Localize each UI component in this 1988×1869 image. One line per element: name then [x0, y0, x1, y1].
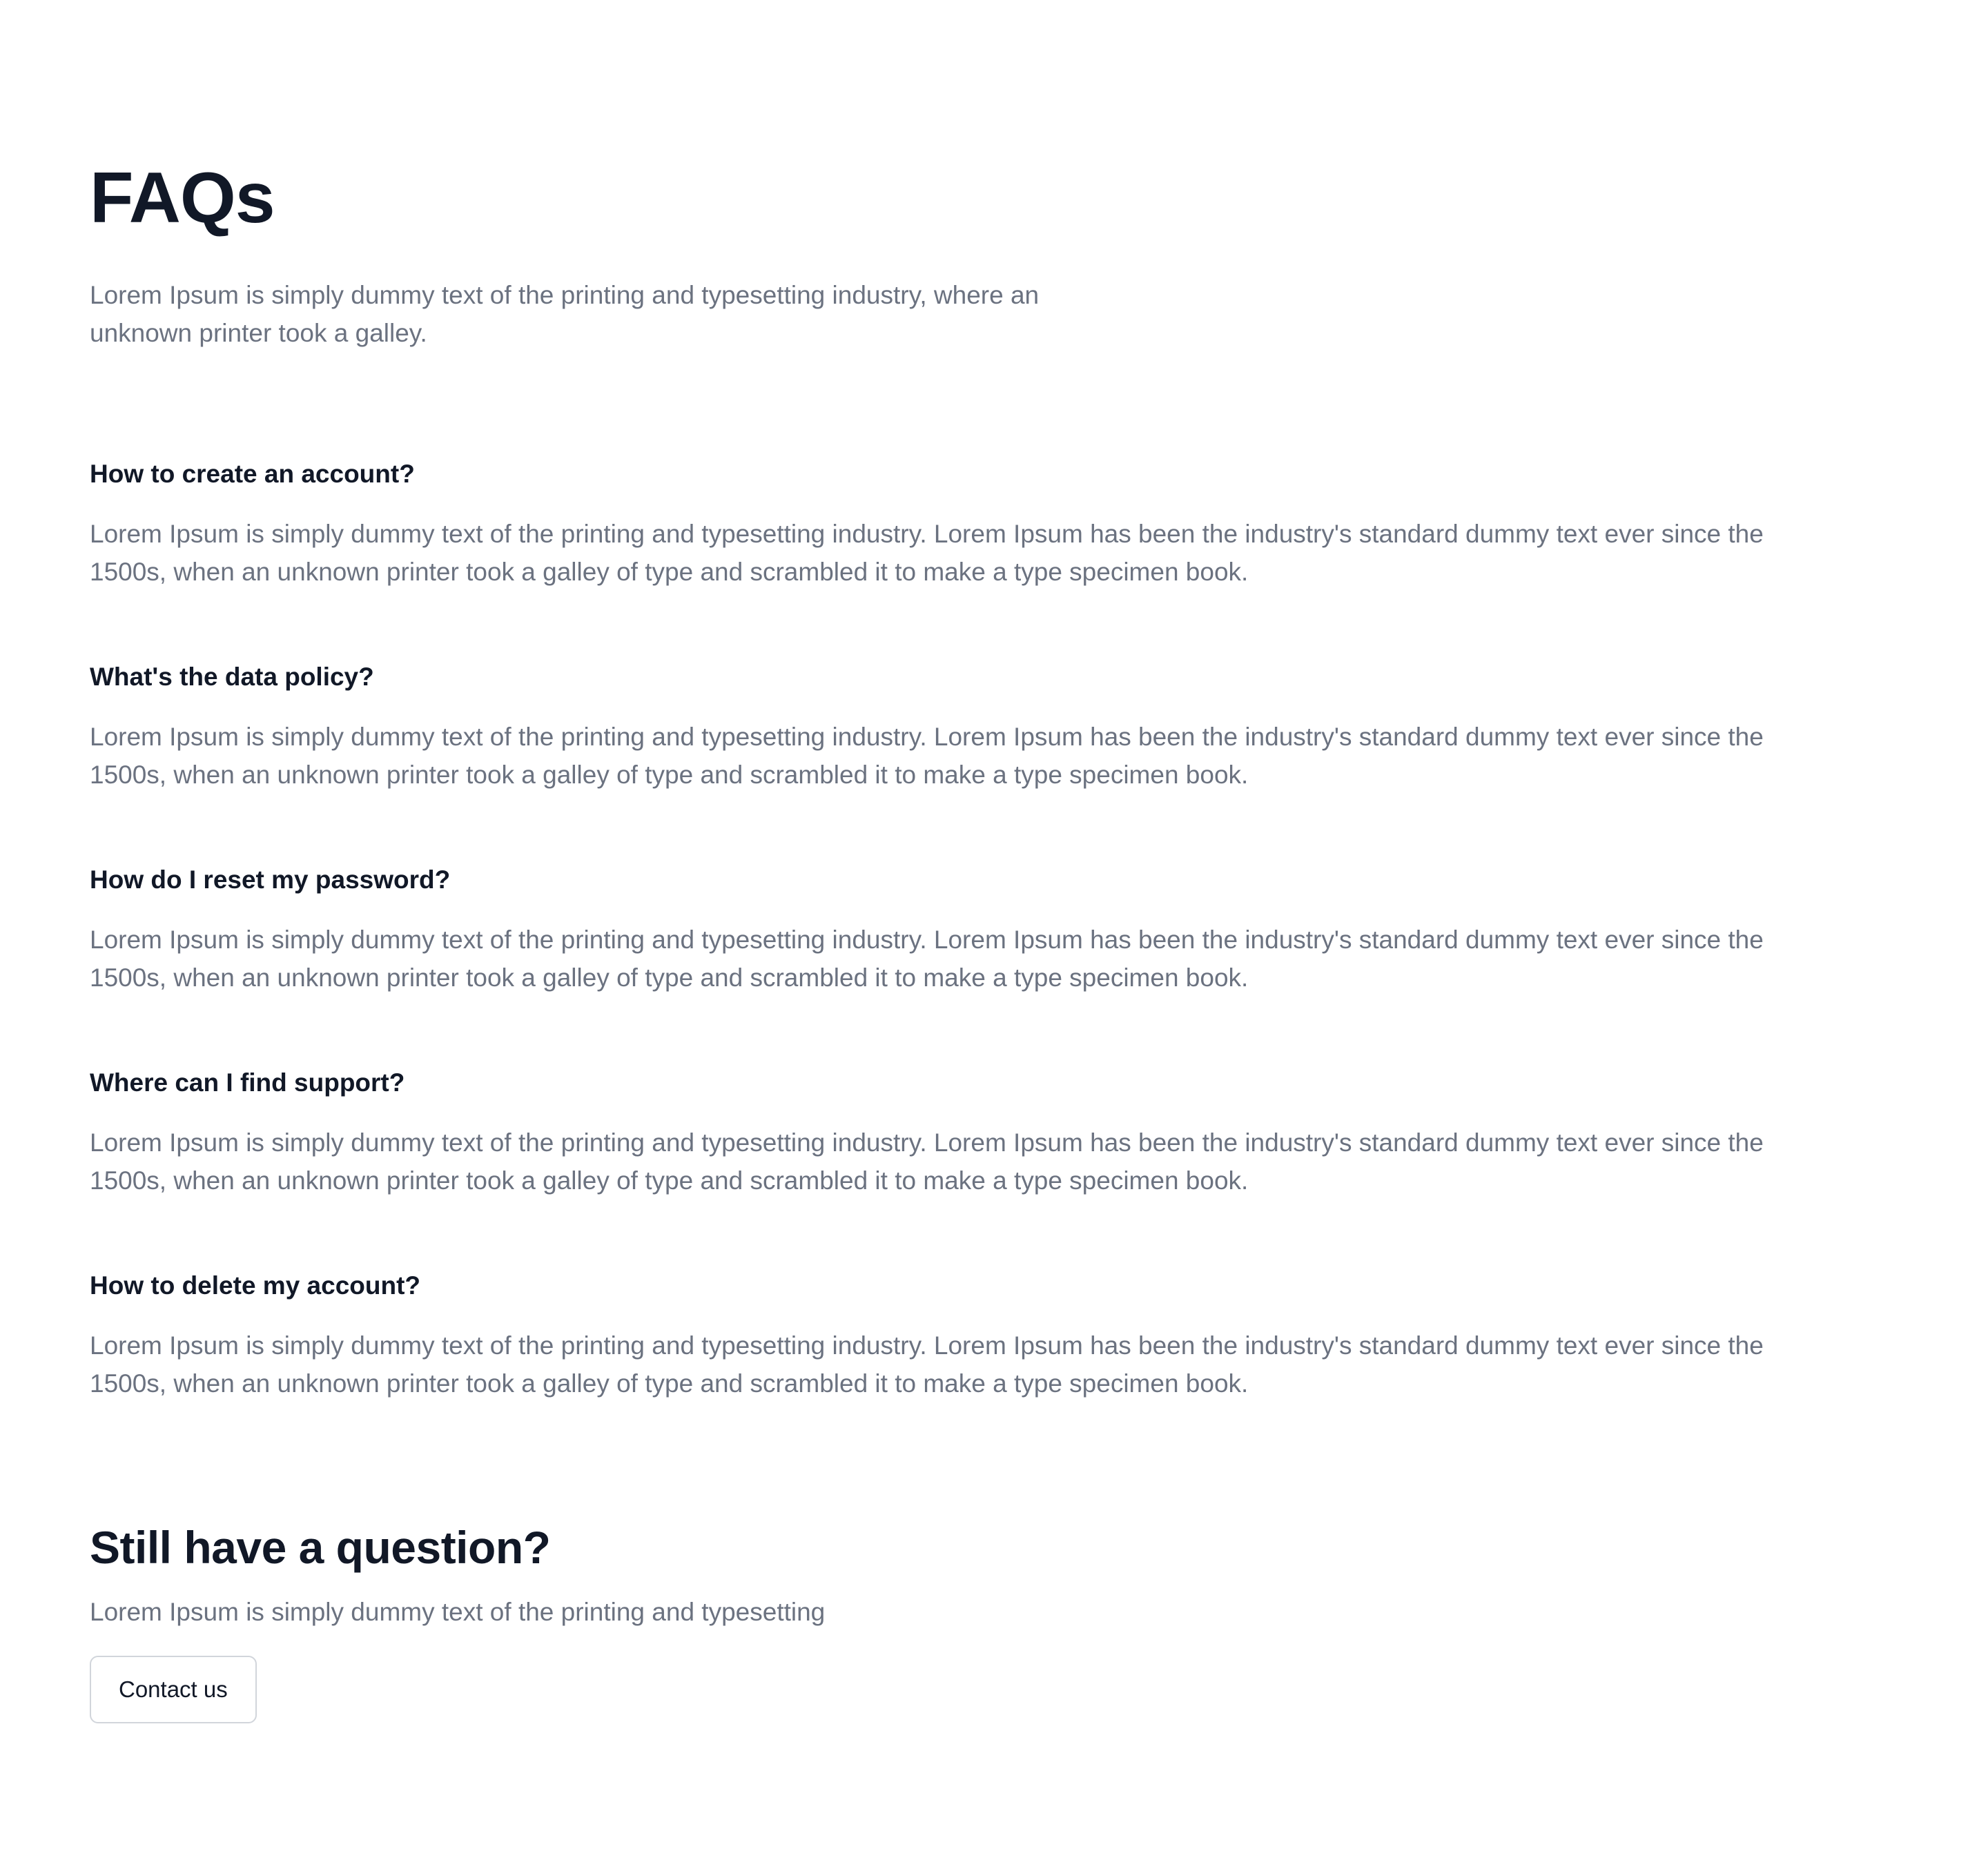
faq-question: What's the data policy?: [90, 663, 374, 691]
contact-us-button[interactable]: Contact us: [90, 1656, 257, 1723]
faq-answer: [90, 1327, 1898, 1402]
page-subtitle: [90, 276, 1125, 352]
faq-answer-line: 1500s, when an unknown printer took a galley of type and scrambled it to make a type specimen book.: [90, 761, 1249, 789]
faq-answer: [90, 515, 1898, 591]
faq-item: [90, 1269, 1898, 1471]
faq-hero: [90, 153, 1125, 352]
faq-question: Where can I find support?: [90, 1068, 405, 1097]
faq-item: [90, 457, 1898, 660]
faq-question: How to delete my account?: [90, 1271, 421, 1300]
faq-item: [90, 863, 1898, 1066]
faq-answer: [90, 1124, 1898, 1200]
cta-text: Lorem Ipsum is simply dummy text of the printing and typesetting: [90, 1598, 826, 1626]
faq-answer-line: Lorem Ipsum is simply dummy text of the printing and typesetting industry. Lorem Ipsum has been the industry's standard dummy text ever since the: [90, 723, 1764, 751]
faq-question: How do I reset my password?: [90, 865, 451, 894]
faq-question: How to create an account?: [90, 460, 415, 488]
faq-answer-line: Lorem Ipsum is simply dummy text of the printing and typesetting industry. Lorem Ipsum has been the industry's standard dummy text ever since the: [90, 520, 1764, 548]
faq-answer: [90, 718, 1898, 794]
page-subtitle-line: Lorem Ipsum is simply dummy text of the printing and typesetting industry, where an: [90, 281, 1040, 309]
faq-answer-line: 1500s, when an unknown printer took a galley of type and scrambled it to make a type specimen book.: [90, 558, 1249, 586]
faq-list: [90, 457, 1898, 1471]
faq-item: [90, 1066, 1898, 1269]
faq-answer-line: 1500s, when an unknown printer took a galley of type and scrambled it to make a type specimen book.: [90, 1369, 1249, 1398]
faq-answer-line: Lorem Ipsum is simply dummy text of the printing and typesetting industry. Lorem Ipsum has been the industry's standard dummy text ever since the: [90, 926, 1764, 954]
faq-answer-line: Lorem Ipsum is simply dummy text of the printing and typesetting industry. Lorem Ipsum has been the industry's standard dummy text ever since the: [90, 1128, 1764, 1157]
faq-answer-line: 1500s, when an unknown printer took a galley of type and scrambled it to make a type specimen book.: [90, 1166, 1249, 1195]
page-title: FAQs: [90, 158, 275, 238]
cta-title: Still have a question?: [90, 1522, 551, 1573]
faq-item: [90, 660, 1898, 863]
faq-answer: [90, 921, 1898, 997]
faq-answer-line: 1500s, when an unknown printer took a galley of type and scrambled it to make a type specimen book.: [90, 963, 1249, 992]
faq-answer-line: Lorem Ipsum is simply dummy text of the printing and typesetting industry. Lorem Ipsum has been the industry's standard dummy text ever since the: [90, 1331, 1764, 1360]
page-subtitle-line: unknown printer took a galley.: [90, 319, 427, 347]
contact-cta: [90, 1518, 1125, 1723]
